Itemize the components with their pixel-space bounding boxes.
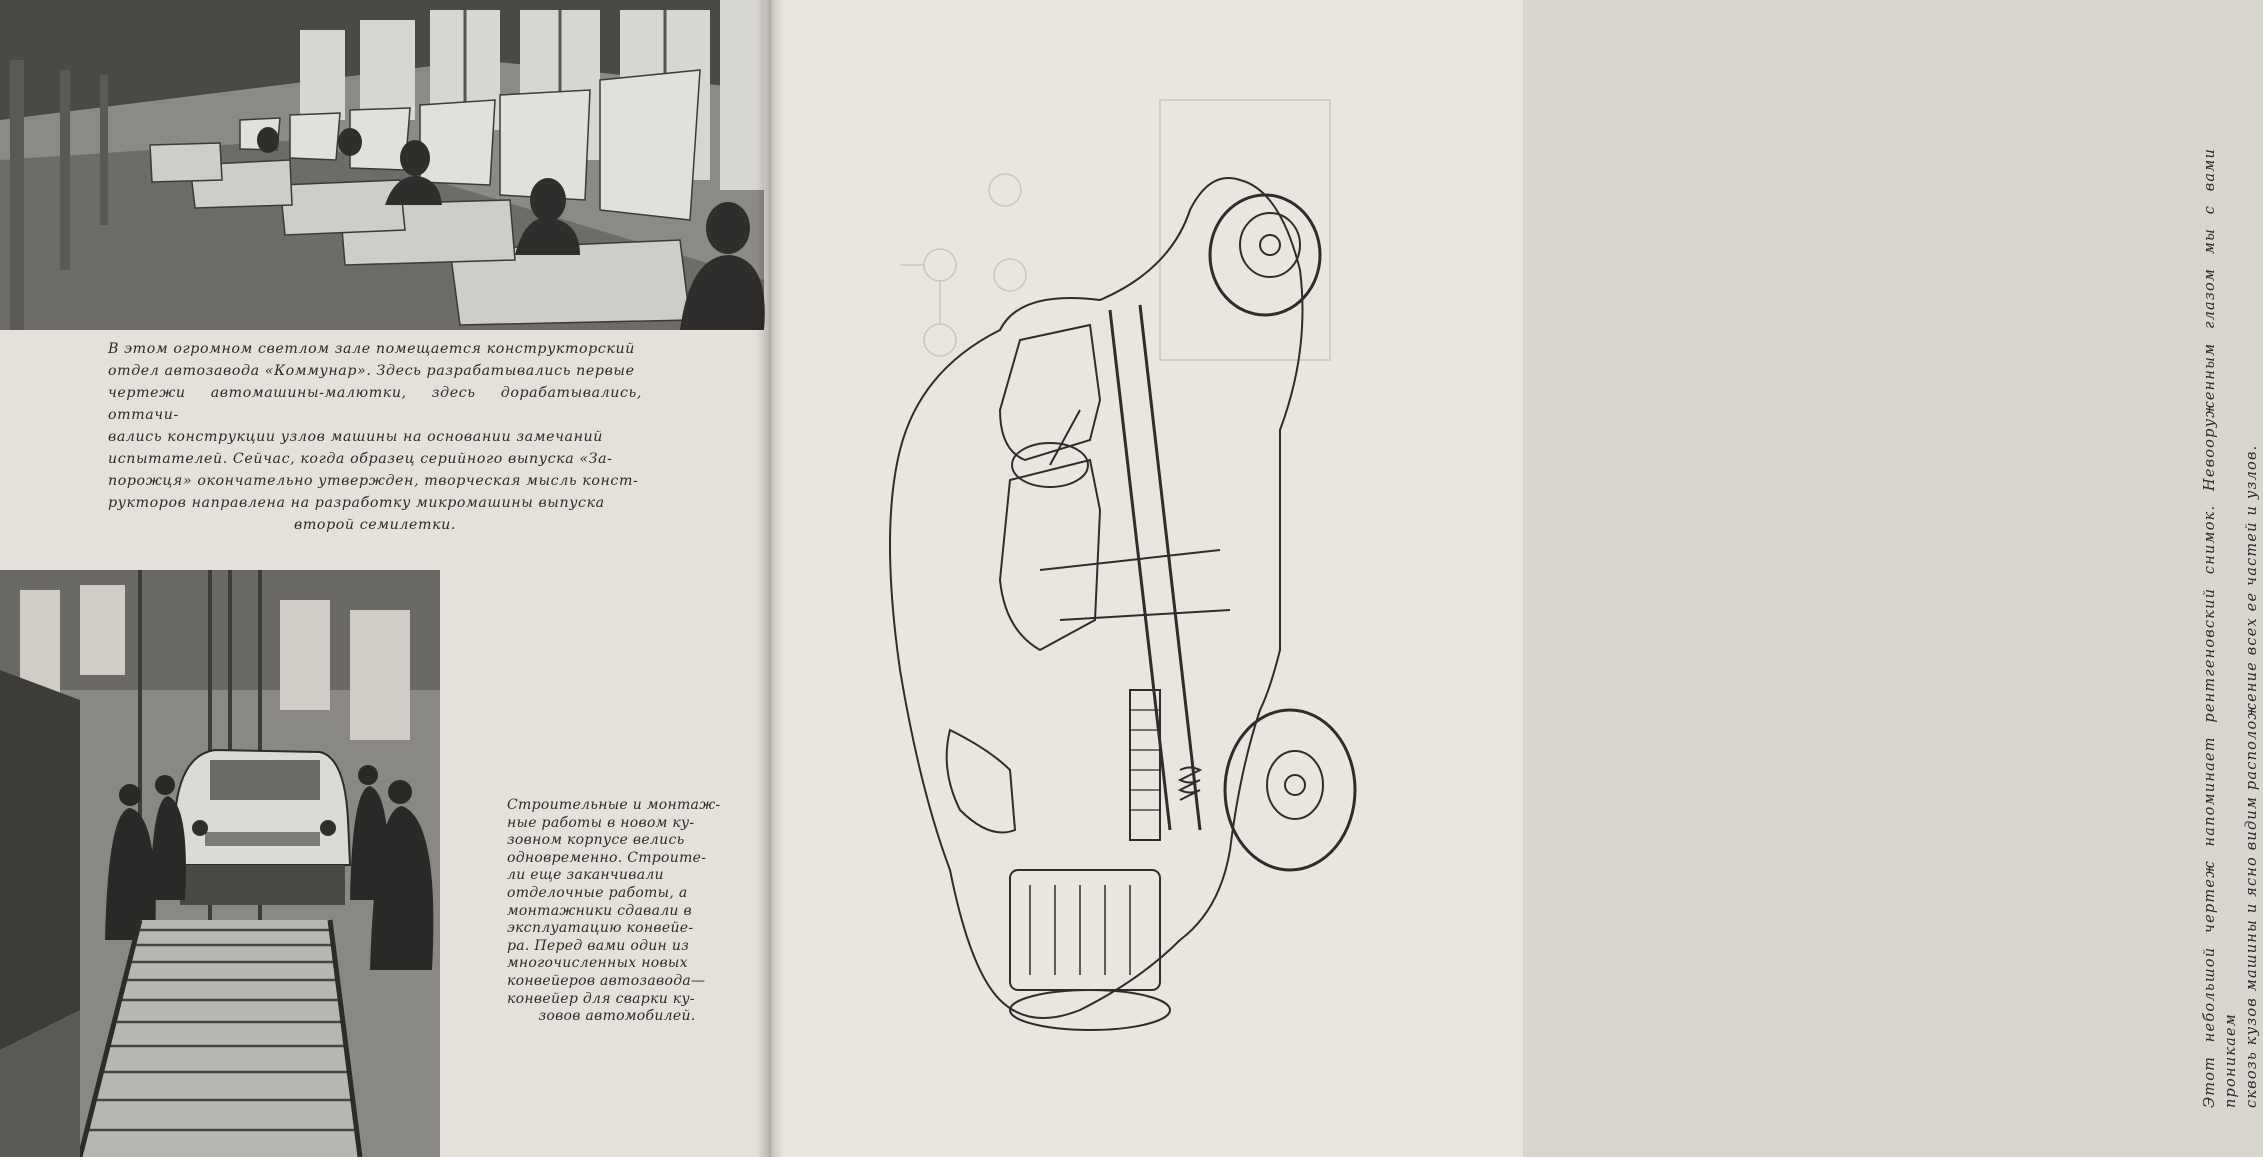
top-caption-line: испытателей. Сейчас, когда образец серийного выпуска «За- (108, 451, 613, 467)
right-page (770, 0, 2260, 1157)
bottom-caption-line: одновременно. Строите- (507, 849, 707, 866)
bottom-caption-line: зовов автомобилей. (538, 1008, 696, 1025)
top-caption-line: порожця» окончательно утвержден, творческая мысль конст- (108, 473, 639, 489)
left-page (0, 0, 770, 1157)
bottom-caption-line: отделочные работы, а (507, 884, 688, 901)
bottom-caption-line: ли еще заканчивали (507, 867, 664, 884)
bottom-caption-line: монтажники сдавали в (507, 902, 692, 919)
design-office-photo (0, 0, 764, 330)
top-caption-line: рукторов направлена на разработку микромашины выпуска (108, 495, 605, 511)
car-cutaway-drawing (840, 150, 1400, 1050)
bottom-caption-line: эксплуатацию конвейе- (507, 920, 694, 937)
bottom-caption-line: Строительные и монтаж- (507, 797, 721, 813)
top-caption-line: чертежи автомашины-малютки, здесь дорабатывались, оттачи- (108, 385, 642, 423)
top-caption (108, 338, 642, 536)
bottom-caption (507, 797, 727, 1026)
bottom-caption-line: ные работы в новом ку- (507, 814, 695, 831)
bottom-caption-line: ра. Перед вами один из (507, 937, 690, 954)
bottom-caption-line: многочисленных новых (507, 955, 688, 972)
top-caption-line: вались конструкции узлов машины на основании замечаний (108, 429, 604, 445)
bottom-caption-line: зовном корпусе велись (507, 832, 685, 849)
drawing-caption (2200, 148, 2263, 1108)
conveyor-photo (0, 570, 440, 1157)
drawing-caption-line: Этот небольшой чертеж напоминает рентгеновский снимок. Невооруженным глазом мы с вами проникаем (2202, 148, 2239, 1108)
bottom-caption-line: конвейеров автозавода— (507, 972, 706, 989)
book-gutter (756, 0, 784, 1157)
bottom-caption-line: конвейер для сварки ку- (507, 990, 695, 1007)
top-caption-line: отдел автозавода «Коммунар». Здесь разрабатывались первые (108, 363, 635, 379)
top-caption-line: В этом огромном светлом зале помещается конструкторский (108, 341, 635, 357)
drawing-caption-line: сквозь кузов машины и ясно видим расположение всех ее частей и узлов. (2244, 444, 2260, 1108)
top-caption-line: второй семилетки. (294, 517, 456, 533)
